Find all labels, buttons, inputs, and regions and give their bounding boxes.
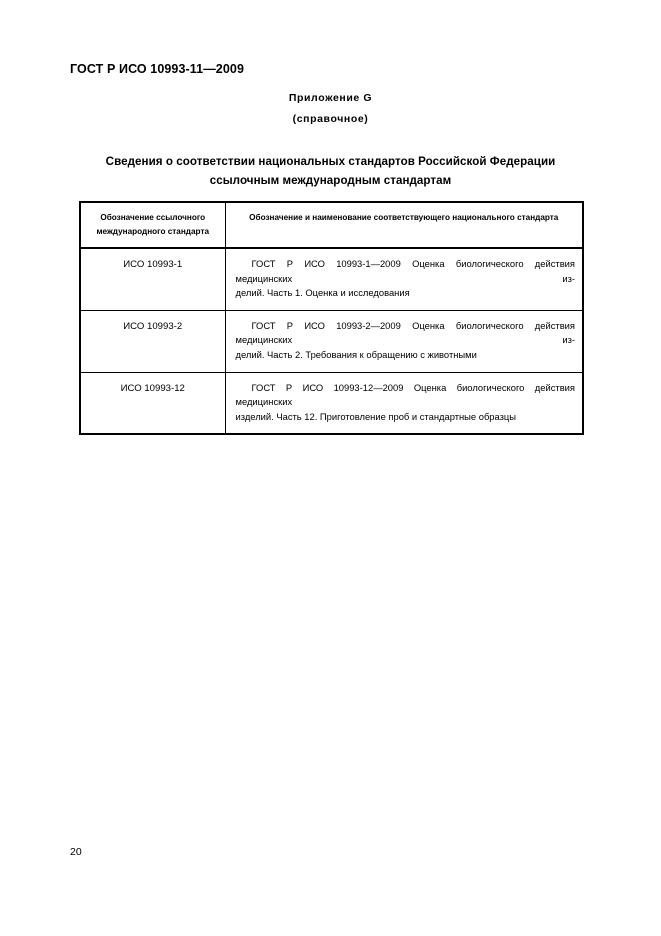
table-cell-reference — [80, 310, 225, 372]
annex-subtitle: (справочное) — [292, 113, 369, 125]
national-standard-line-1: ГОСТ Р ИСО 10993-2—2009 Оценка биологического действия медицинских из- — [235, 319, 575, 346]
table-header-row — [80, 202, 583, 248]
table-row — [80, 372, 583, 434]
table-cell-national — [225, 310, 583, 372]
table-cell-national — [225, 248, 583, 310]
reference-standard-value: ИСО 10993-12 — [120, 382, 185, 394]
table-row — [80, 310, 583, 372]
reference-standard-value: ИСО 10993-2 — [123, 320, 183, 332]
page-number: 20 — [70, 846, 82, 858]
national-standard-line-1: ГОСТ Р ИСО 10993-1—2009 Оценка биологического действия медицинских из- — [235, 258, 575, 284]
table-header-national-standard — [225, 202, 583, 248]
table-cell-reference — [80, 372, 225, 434]
table-header-reference-standard — [80, 202, 225, 248]
national-standard-line-2: делий. Часть 1. Оценка и исследования — [235, 287, 410, 299]
table-cell-national — [225, 372, 583, 434]
standards-correspondence-table — [79, 201, 584, 435]
page-title — [60, 152, 601, 190]
national-standard-line-2: делий. Часть 2. Требования к обращению с животными — [235, 348, 477, 360]
table-cell-reference — [80, 248, 225, 310]
national-standard-line-1: ГОСТ Р ИСО 10993-12—2009 Оценка биологического действия медицинских — [235, 381, 575, 408]
table-header-reference-standard-line-1: Обозначение ссылочного — [100, 213, 206, 222]
national-standard-line-2: изделий. Часть 12. Приготовление проб и стандартные образцы — [235, 410, 517, 422]
page-title-line-2: ссылочным международным стандартам — [209, 174, 452, 187]
annex-caption — [0, 92, 661, 125]
table-header-reference-standard-line-2: международного стандарта — [96, 226, 210, 236]
table-row — [80, 248, 583, 310]
page-title-line-1: Сведения о соответствии национальных стандартов Российской Федерации — [105, 155, 556, 168]
running-header: ГОСТ Р ИСО 10993-11—2009 — [70, 62, 245, 76]
table-header-national-standard-label: Обозначение и наименование соответствующего национального стандарта — [249, 213, 559, 222]
annex-title: Приложение G — [288, 92, 373, 104]
reference-standard-value: ИСО 10993-1 — [123, 259, 183, 270]
